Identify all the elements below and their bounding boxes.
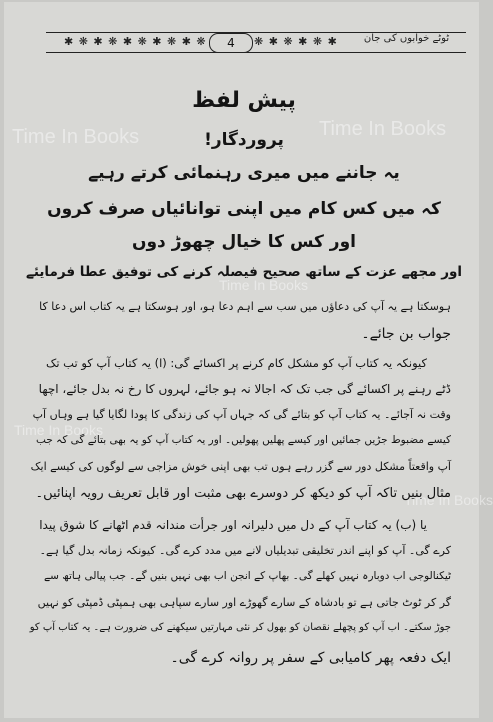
- paragraph-line: وقت نہ آجائے۔ یہ کتاب آپ کو بتائے گی کہ جہاں آپ کی زندگی کا پودا لگایا گیا ہے وہاں آپ: [32, 408, 451, 421]
- paragraph-line: ایک دفعہ پھر کامیابی کے سفر پر روانہ کرے گی۔: [170, 650, 451, 666]
- paragraph-line: کرے گی۔ آپ کو اپنے اندر تخلیقی تبدیلیاں لانے میں مدد کرے گی۔ کیونکہ زمانہ بدل گیا ہے۔: [39, 544, 451, 557]
- verse-line: کہ میں کس کام میں اپنی توانائیاں صرف کروں: [47, 199, 441, 219]
- paragraph-line: گر کر ٹوٹ جاتی ہے تو بادشاہ کے سارے گھوڑے اور سارے سپاہی بھی ہمپٹی ڈمپٹی کو نہیں: [37, 596, 451, 609]
- paragraph-line: ٹیکنالوجی اب دوبارہ نہیں کھلے گی۔ بھاپ کے انجن اب بھی نہیں بنیں گے۔ جب پیالی ہاتھ سے: [44, 570, 451, 582]
- page-title: پیش لفظ: [192, 88, 296, 113]
- page-number: 4: [209, 33, 253, 53]
- header-rule-bottom: [46, 52, 466, 53]
- running-head: ٹوٹے خوابوں کی جان: [363, 33, 450, 44]
- watermark: Time In Books: [404, 492, 493, 508]
- header-ornament-right: ❋ ✱ ❋ ✱ ❋ ✱: [254, 35, 338, 48]
- paragraph-line: کیونکہ یہ کتاب آپ کو مشکل کام کرنے پر اکسائے گی: (ا) یہ کتاب آپ کو تب تک: [46, 356, 427, 370]
- paragraph-line: مثال بنیں تاکہ آپ کو دیکھ کر دوسرے بھی مثبت اور قابل تعریف رویہ اپنائیں۔: [35, 486, 451, 501]
- header-ornament-left: ✱ ❋ ✱ ❋ ✱ ❋ ✱ ❋ ✱ ❋: [64, 35, 207, 48]
- verse-line: اور مجھے عزت کے ساتھ صحیح فیصلہ کرنے کی توفیق عطا فرمایئے: [25, 264, 463, 280]
- book-page: [4, 2, 493, 718]
- verse-line: اور کس کا خیال چھوڑ دوں: [131, 232, 356, 252]
- watermark: Time In Books: [12, 126, 140, 148]
- watermark: Time In Books: [319, 118, 447, 140]
- paragraph-line: ہوسکتا ہے یہ آپ کی دعاؤں میں سب سے اہم دعا ہو، اور ہوسکتا ہے یہ کتاب اس دعا کا: [39, 300, 451, 313]
- watermark: Time In Books: [14, 422, 103, 438]
- paragraph-line: جواب بن جائے۔: [361, 326, 451, 342]
- paragraph-line: ڈٹے رہنے پر اکسائے گی جب تک کہ اجالا نہ ہو جائے، لہروں کا رخ نہ بدل جائے، اچھا: [38, 382, 451, 396]
- paragraph-line: آپ واقعتاً مشکل دور سے گزر رہے ہوں تب بھی اپنی خوش مزاجی سے لوگوں کی کیسے ایک: [30, 460, 451, 473]
- paragraph-line: جوڑ سکتے۔ اب آپ کو پچھلے نقصان کو بھول کر نئی مہارتیں سیکھنے کی ضرورت ہے۔ یہ کتاب آپ کو: [29, 622, 451, 633]
- paragraph-line: یا (ب) یہ کتاب آپ کے دل میں دلیرانہ اور جرأت مندانہ قدم اٹھانے کا شوق پیدا: [39, 518, 427, 532]
- verse-line: پروردگار!: [204, 130, 284, 150]
- verse-line: یہ جاننے میں میری رہنمائی کرتے رہیے: [88, 163, 400, 183]
- paragraph-line: کیسے مضبوط جڑیں جمائیں اور کیسے پھلیں پھولیں۔ اور یہ کتاب آپ کو یہ بھی بتائے گی کہ جب: [36, 434, 451, 446]
- watermark: Time In Books: [219, 277, 308, 293]
